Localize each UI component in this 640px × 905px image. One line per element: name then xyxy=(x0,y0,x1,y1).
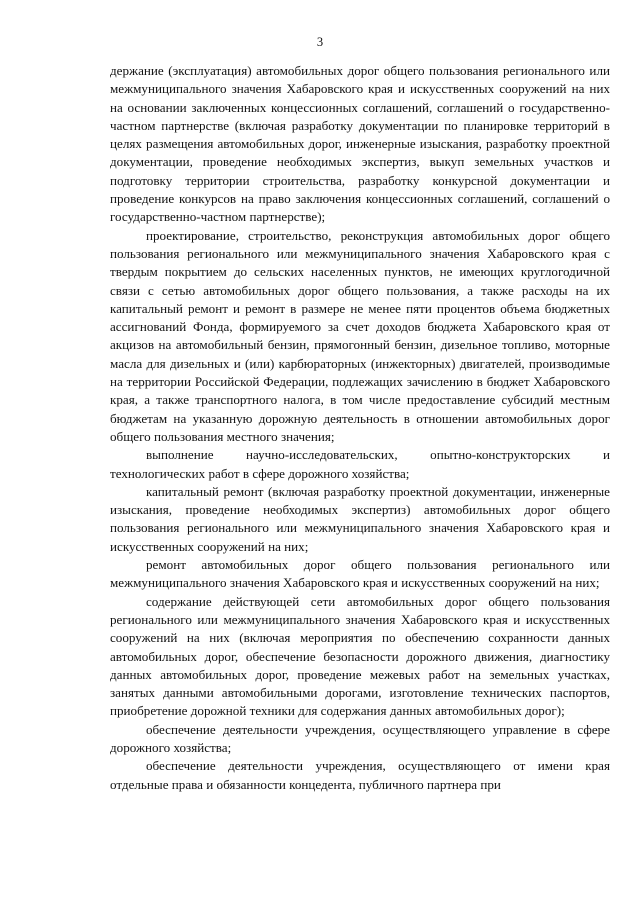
paragraph-research-work: выполнение научно-исследовательских, опытно-конструкторских и технологических работ в сфере дорожного хозяйства; xyxy=(110,447,610,481)
page-number: 3 xyxy=(316,35,324,49)
paragraph-capital-repair: капитальный ремонт (включая разработку проектной документации, инженерные изыскания, проведение необходимых экспертиз) автомобильных дорог общего пользования регионального или межмуниципального значения Хабаровского края и искусственных сооружений на них; xyxy=(110,483,610,554)
paragraph-concedent-institution: обеспечение деятельности учреждения, осуществляющего от имени края отдельные права и обязанности концедента, публичного партнера при xyxy=(110,758,610,792)
paragraph-continuation: держание (эксплуатация) автомобильных дорог общего пользования регионального или межмуниципального значения Хабаровского края и искусственных сооружений на них на основании заключенных концессионных соглашений, соглашений о государственно-частном партнерстве (включая разработку документации по планировке территорий в целях размещения автомобильных дорог, инженерные изыскания, разработку проектной документации, проведение необходимых экспертиз, выкуп земельных участков и подготовку территории строительства, разработку конкурсной документации и проведение конкурсов на право заключения концессионных соглашений, соглашений о государственно-частном партнерстве); xyxy=(110,63,610,225)
paragraph-management-institution: обеспечение деятельности учреждения, осуществляющего управление в сфере дорожного хозяйства; xyxy=(110,721,610,755)
paragraph-design-construction: проектирование, строительство, реконструкция автомобильных дорог общего пользования регионального или межмуниципального значения Хабаровского края с твердым покрытием до сельских населенных пунктов, не имеющих круглогодичной связи с сетью автомобильных дорог общего пользования, а также расходы на их капитальный ремонт и ремонт в размере не менее пяти процентов объема бюджетных ассигнований Фонда, формируемого за счет доходов бюджета Хабаровского края от акцизов на автомобильный бензин, прямогонный бензин, дизельное топливо, моторные масла для дизельных и (или) карбюраторных (инжекторных) двигателей, производимые на территории Российской Федерации, подлежащих зачислению в бюджет Хабаровского края, а также транспортного налога, в том числе предоставление субсидий местным бюджетам на указанную дорожную деятельность в отношении автомобильных дорог общего пользования местного значения; xyxy=(110,227,610,444)
document-body xyxy=(110,62,610,794)
paragraph-repair: ремонт автомобильных дорог общего пользования регионального или межмуниципального значения Хабаровского края и искусственных сооружений на них; xyxy=(110,557,610,591)
paragraph-maintenance: содержание действующей сети автомобильных дорог общего пользования регионального или межмуниципального значения Хабаровского края и искусственных сооружений на них (включая мероприятия по обеспечению сохранности данных автомобильных дорог, обеспечение безопасности дорожного движения, диагностику данных автомобильных дорог, проведение межевых работ на земельных участках, занятых данными автомобильными дорогами, изготовление технических паспортов, приобретение дорожной техники для содержания данных автомобильных дорог); xyxy=(110,593,610,719)
